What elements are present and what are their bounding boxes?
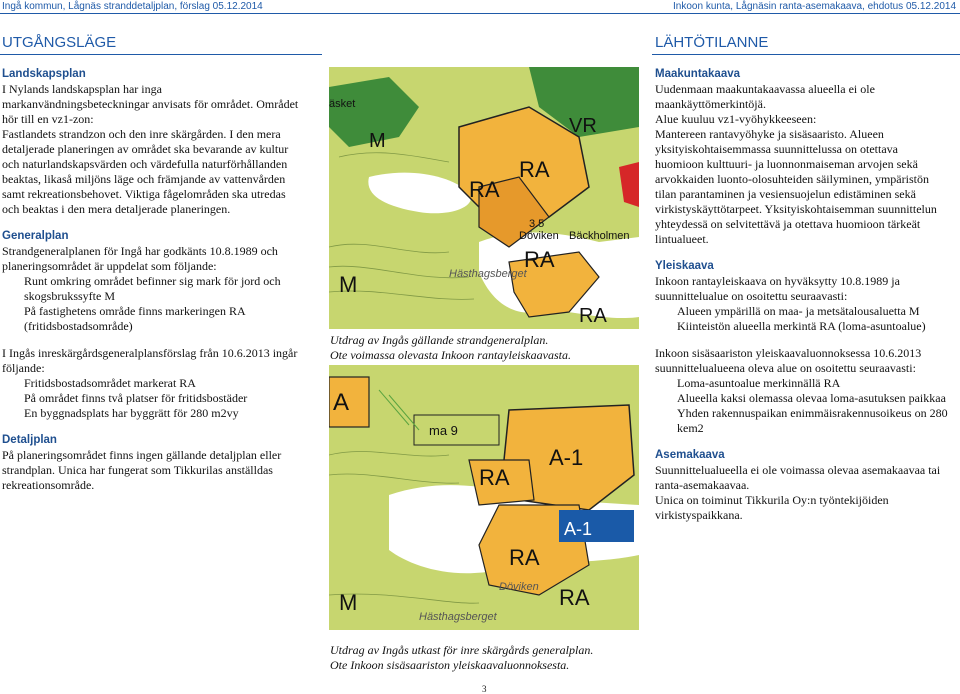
- map-label: 3.5: [529, 218, 545, 230]
- map-label: A-1: [549, 445, 584, 470]
- map-1-caption: [330, 333, 571, 363]
- map-label: VR: [569, 115, 597, 137]
- left-column: [2, 67, 320, 493]
- text-line: Loma-asuntoalue merkinnällä RA: [677, 376, 841, 390]
- text-line: Runt omkring området befinner sig mark för jord och: [24, 274, 281, 288]
- yleiskaava-indented-2: [655, 376, 960, 436]
- text-line: beaktas, likaså miljöns läge och främjande av vattenvården: [2, 172, 286, 186]
- text-line: På planeringsområdet finns ingen gällande detaljplan eller: [2, 448, 282, 462]
- text-line: och naturlandskapsvärden och värdefulla naturförhållanden: [2, 157, 288, 171]
- map-label: RA: [559, 585, 590, 610]
- caption-sv: Utdrag av Ingås utkast för inre skärgårds generalplan.: [330, 643, 594, 657]
- text-line: virkistyspaikkana.: [655, 508, 743, 522]
- map-label: Hästhagsberget: [449, 268, 527, 280]
- text-line: lintualueet.: [655, 232, 709, 246]
- text-line: I Nylands landskapsplan har inga: [2, 82, 162, 96]
- map-1-graphic: [329, 67, 639, 329]
- text-line: detaljerade planeringen av området ska bevarande av kultur: [2, 142, 289, 156]
- text-line: Fritidsbostadsområdet markerat RA: [24, 376, 196, 390]
- generalplan-indented-2: [2, 376, 320, 421]
- header-right: Inkoon kunta, Lågnäsin ranta-asemakaava, ehdotus 05.12.2014: [673, 1, 956, 12]
- text-line: Alue kuuluu vz1-vyöhykkeeseen:: [655, 112, 817, 126]
- map-label: Döviken: [519, 230, 559, 242]
- map-label: M: [339, 272, 358, 297]
- text-line: maankäyttömerkintöjä.: [655, 97, 766, 111]
- text-line: skogsbrukssyfte M: [24, 289, 116, 303]
- map-label: ma 9: [429, 423, 458, 438]
- text-line: virkistyskäyttötarpeet. Yksityiskohtaisemman suunnittelun: [655, 202, 937, 216]
- caption-fi: Ote Inkoon sisäsaariston yleiskaavaluonnoksesta.: [330, 658, 570, 672]
- text-line: tilan parantaminen ja vesiensuojelun edistäminen sekä: [655, 187, 916, 201]
- section-title-generalplan: Generalplan: [2, 230, 69, 242]
- text-line: yksityiskohtaisemmassa suunnittelussa on otettava: [655, 142, 898, 156]
- text-line: yhteydessä on selvitettävä ja otettava huomioon tärkeät: [655, 217, 921, 231]
- map-label: RA: [579, 305, 607, 327]
- text-line: Inkoon rantayleiskaava on hyväksytty 10.8.1989 ja: [655, 274, 900, 288]
- map-inre-skargard-generalplan: [329, 365, 639, 630]
- text-line: ranta-asemakaavaa.: [655, 478, 750, 492]
- map-label: RA: [524, 247, 555, 272]
- text-line: hör till en vz1-zon:: [2, 112, 94, 126]
- right-column: [655, 67, 960, 523]
- text-line: En byggnadsplats har byggrätt för 280 m2vy: [24, 406, 239, 420]
- section-title-asemakaava: Asemakaava: [655, 449, 725, 461]
- text-line: suunnittelualue on osoitettu seuraavasti:: [655, 289, 848, 303]
- header-rule: [0, 13, 960, 14]
- text-line: Suunnittelualueella ei ole voimassa olevaa asemakaavaa tai: [655, 463, 941, 477]
- text-line: Kiinteistön alueella merkintä RA (loma-asuntoalue): [677, 319, 926, 333]
- text-line: suunnittelualueena oleva alue on osoitettu seuraavasti:: [655, 361, 916, 375]
- section-title-maakuntakaava: Maakuntakaava: [655, 68, 741, 80]
- yleiskaava-indented: [655, 304, 960, 334]
- caption-fi: Ote voimassa olevasta Inkoon rantayleiskaavasta.: [330, 348, 571, 362]
- text-line: På fastighetens område finns markeringen RA: [24, 304, 246, 318]
- text-line: följande:: [2, 361, 45, 375]
- text-line: Alueen ympärillä on maa- ja metsätalousaluetta M: [677, 304, 920, 318]
- text-line: Uudenmaan maakuntakaavassa alueella ei ole: [655, 82, 875, 96]
- map-label: RA: [519, 157, 550, 182]
- text-line: På området finns två platser för fritidsbostäder: [24, 391, 248, 405]
- map-label: RA: [479, 465, 510, 490]
- landskapsplan-text: [2, 82, 320, 217]
- map-strandgeneralplan: [329, 67, 639, 329]
- text-line: Fastlandets strandzon och den inre skärgården. I den mera: [2, 127, 281, 141]
- section-title-landskapsplan: Landskapsplan: [2, 68, 86, 80]
- text-line: och beaktas i den mera detaljerade planeringen.: [2, 202, 231, 216]
- map-2-caption: [330, 643, 593, 673]
- text-line: Unica on toiminut Tikkurila Oy:n työntekijöiden: [655, 493, 889, 507]
- text-line: planeringsområdet är uppdelat som följande:: [2, 259, 217, 273]
- text-line: Mantereen rantavyöhyke ja sisäsaaristo. Alueen: [655, 127, 884, 141]
- text-line: huomioon kulttuuri- ja luonnonmaiseman arvojen sekä: [655, 157, 918, 171]
- map-label: RA: [509, 545, 540, 570]
- heading-rule-right: [652, 54, 960, 55]
- heading-lahtotilanne: LÄHTÖTILANNE: [655, 34, 769, 51]
- map-2-graphic: [329, 365, 639, 630]
- heading-utgangslage: UTGÅNGSLÄGE: [2, 34, 117, 51]
- text-line: rekreationsområde.: [2, 478, 95, 492]
- caption-sv: Utdrag av Ingås gällande strandgeneralplan.: [330, 333, 549, 347]
- header-left: Ingå kommun, Lågnäs stranddetaljplan, förslag 05.12.2014: [2, 1, 263, 12]
- map-label: A: [333, 389, 350, 416]
- map-label: Bäckholmen: [569, 230, 630, 242]
- map-label: äsket: [329, 98, 356, 110]
- map-label: Döviken: [499, 581, 539, 593]
- map-label: A-1: [564, 519, 593, 539]
- text-line: I Ingås inreskärgårdsgeneralplansförslag från 10.6.2013 ingår: [2, 346, 298, 360]
- text-line: Alueella kaksi olemassa olevaa loma-asutuksen paikkaa: [677, 391, 946, 405]
- text-line: Inkoon sisäsaariston yleiskaavaluonnoksessa 10.6.2013: [655, 346, 922, 360]
- page-number: 3: [482, 684, 487, 694]
- section-title-detaljplan: Detaljplan: [2, 434, 57, 446]
- generalplan-indented: [2, 274, 320, 334]
- text-line: arvokkaiden luonto-olosuhteiden säilyminen, ympäristön: [655, 172, 929, 186]
- text-line: markanvändningsbeteckningar anvisats för området. Området: [2, 97, 299, 111]
- text-line: (fritidsbostadsområde): [24, 319, 133, 333]
- section-title-yleiskaava: Yleiskaava: [655, 260, 714, 272]
- map-label: M: [339, 590, 358, 615]
- heading-rule-left: [0, 54, 322, 55]
- text-line: Yhden rakennuspaikan enimmäisrakennusoikeus on 280: [677, 406, 948, 420]
- map-label: M: [369, 130, 386, 152]
- text-line: samt rekreationsbehovet. Viktiga fågelområden ska utredas: [2, 187, 286, 201]
- text-line: kem2: [677, 421, 704, 435]
- map-label: RA: [469, 177, 500, 202]
- map-label: Hästhagsberget: [419, 611, 497, 623]
- text-line: Strandgeneralplanen för Ingå har godkänts 10.8.1989 och: [2, 244, 278, 258]
- text-line: strandplan. Unica har fungerat som Tikkurilas anställdas: [2, 463, 273, 477]
